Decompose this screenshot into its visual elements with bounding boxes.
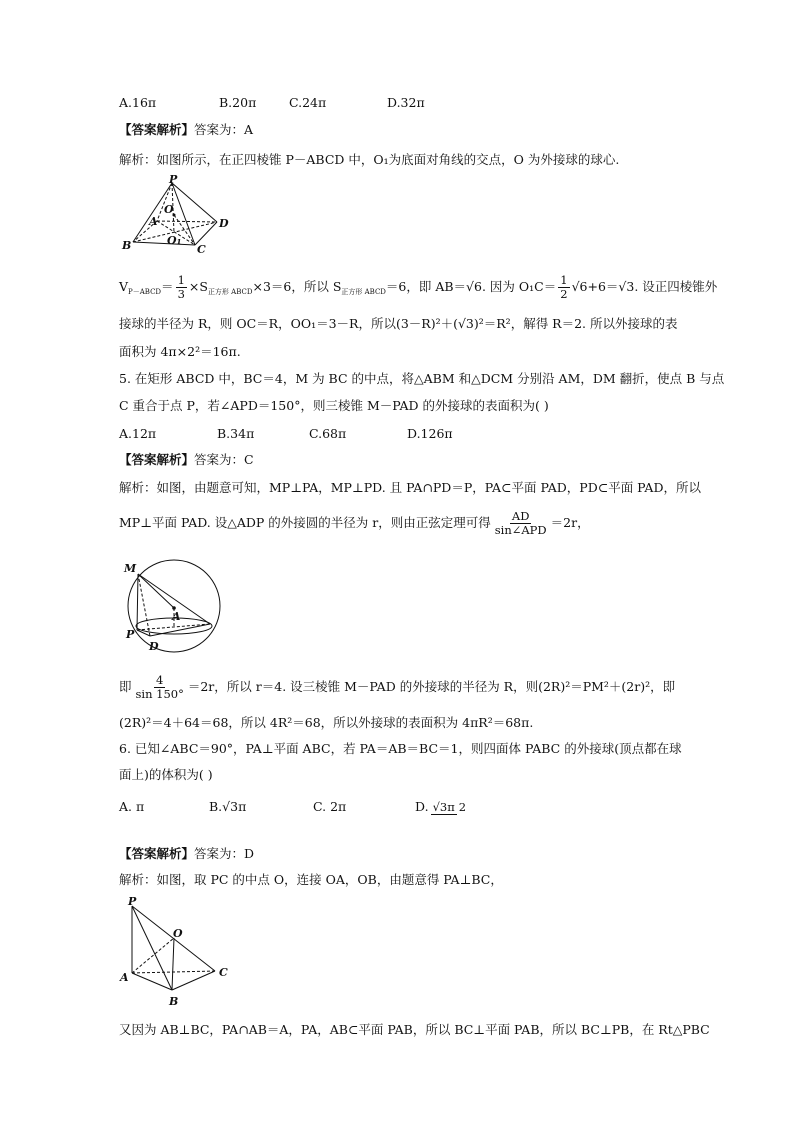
- q6-stem-2: 面上)的体积为( ): [119, 767, 213, 782]
- q6-options: [119, 798, 470, 816]
- q5-analysis-2: MP⊥平面 PAD. 设△ADP 的外接圆的半径为 r，则由正弦定理可得 $\frac{AD}{\text{sin∠APD}}$ ＝2r，: [119, 509, 590, 537]
- label-A: A: [149, 215, 158, 228]
- q6-answer: [119, 845, 254, 863]
- label-O1: O₁: [167, 234, 182, 247]
- label-P: P: [169, 175, 178, 186]
- q4-analysis: 解析：如图所示，在正四棱锥 P－ABCD 中，O₁为底面对角线的交点，O 为外接球的球心.: [119, 152, 620, 167]
- answer-text: 答案为：C: [194, 452, 254, 467]
- q4-option-b: B.20π: [219, 95, 257, 110]
- answer-text: 答案为：D: [194, 846, 255, 861]
- pyramid-figure: [117, 175, 237, 255]
- label-D: D: [149, 640, 159, 653]
- q4-solution-line-3: 面积为 4π×2²＝16π.: [119, 344, 241, 359]
- label-P: P: [128, 895, 137, 908]
- label-A: A: [172, 610, 181, 623]
- q5-option-b: B.34π: [217, 426, 255, 441]
- fraction: $\frac{AD}{\text{sin∠APD}}$: [494, 509, 547, 537]
- label-B: B: [169, 995, 179, 1008]
- q5-stem-2: C 重合于点 P，若∠APD＝150°，则三棱锥 M－PAD 的外接球的表面积为( ): [119, 398, 549, 413]
- q4-solution-line-1: $V_{P-ABCD}=$ $\frac{1}{3}$ $\times S_{正方形 ABCD}\times 3=6$，所以 $S_{正方形 ABCD}=6$，即 AB＝√6. 因为 O₁C＝ $\frac{1}{2}$ √6+6＝√3. 设正四棱锥外: [119, 273, 718, 301]
- q5-solution-1: 即 $\frac{4}{\sin 150^\circ}$ ＝2r，所以 r＝4. 设三棱锥 M－PAD 的外接球的半径为 R，则(2R)²＝PM²＋(2r)²，即: [119, 673, 676, 701]
- label-A: A: [120, 971, 129, 984]
- answer-text: 答案为：A: [194, 122, 254, 137]
- label-M: M: [124, 562, 137, 575]
- label-B: B: [122, 239, 132, 252]
- label-C: C: [219, 966, 228, 979]
- q6-option-c: C. 2π: [313, 799, 347, 814]
- answer-heading: 【答案解析】: [119, 122, 195, 137]
- q5-answer: [119, 451, 254, 469]
- q4-option-c: C.24π: [289, 95, 327, 110]
- label-O: O: [164, 203, 174, 216]
- q6-option-b: B.√3π: [209, 799, 247, 814]
- fraction: $\frac{1}{2}$: [560, 273, 568, 301]
- fraction: $\frac{1}{3}$: [177, 273, 185, 301]
- fraction: $\frac{4}{\sin 150^\circ}$: [135, 673, 184, 701]
- label-D: D: [219, 217, 229, 230]
- q4-options: [119, 94, 425, 112]
- q5-stem-1: 5. 在矩形 ABCD 中，BC＝4，M 为 BC 的中点，将△ABM 和△DCM 分别沿 AM，DM 翻折，使点 B 与点: [119, 371, 725, 386]
- q5-option-c: C.68π: [309, 426, 347, 441]
- answer-heading: 【答案解析】: [119, 452, 195, 467]
- q5-analysis-1: 解析：如图，由题意可知，MP⊥PA，MP⊥PD. 且 PA∩PD＝P，PA⊂平面 PAD，PD⊂平面 PAD，所以: [119, 480, 701, 495]
- q5-solution-2: (2R)²＝4＋64＝68，所以 4R²＝68，所以外接球的表面积为 4πR²＝68π.: [119, 715, 534, 730]
- q6-stem-1: 6. 已知∠ABC＝90°，PA⊥平面 ABC，若 PA＝AB＝BC＝1，则四面体 PABC 的外接球(顶点都在球: [119, 741, 682, 756]
- q6-analysis-2: 又因为 AB⊥BC，PA∩AB＝A，PA，AB⊂平面 PAB，所以 BC⊥平面 PAB，所以 BC⊥PB，在 Rt△PBC: [119, 1022, 710, 1037]
- tetrahedron-figure: [117, 893, 237, 1013]
- label-P: P: [126, 628, 135, 641]
- q5-option-d: D.126π: [407, 426, 453, 441]
- q6-option-a: A. π: [119, 799, 145, 814]
- q4-solution-line-2: 接球的半径为 R，则 OC＝R，OO₁＝3－R，所以(3－R)²＋(√3)²＝R²，解得 R＝2. 所以外接球的表: [119, 316, 678, 331]
- q4-option-a: A.16π: [119, 95, 157, 110]
- label-C: C: [197, 243, 206, 255]
- answer-heading: 【答案解析】: [119, 846, 195, 861]
- q5-option-a: A.12π: [119, 426, 157, 441]
- q6-option-d: D. √3π 2: [415, 799, 467, 814]
- q5-options: [119, 425, 453, 443]
- q4-option-d: D.32π: [387, 95, 425, 110]
- q6-analysis-1: 解析：如图，取 PC 的中点 O，连接 OA，OB，由题意得 PA⊥BC，: [119, 872, 503, 887]
- label-O: O: [173, 927, 183, 940]
- sphere-figure: [118, 558, 228, 658]
- fraction: √3π 2: [432, 799, 467, 814]
- q4-answer: [119, 121, 253, 139]
